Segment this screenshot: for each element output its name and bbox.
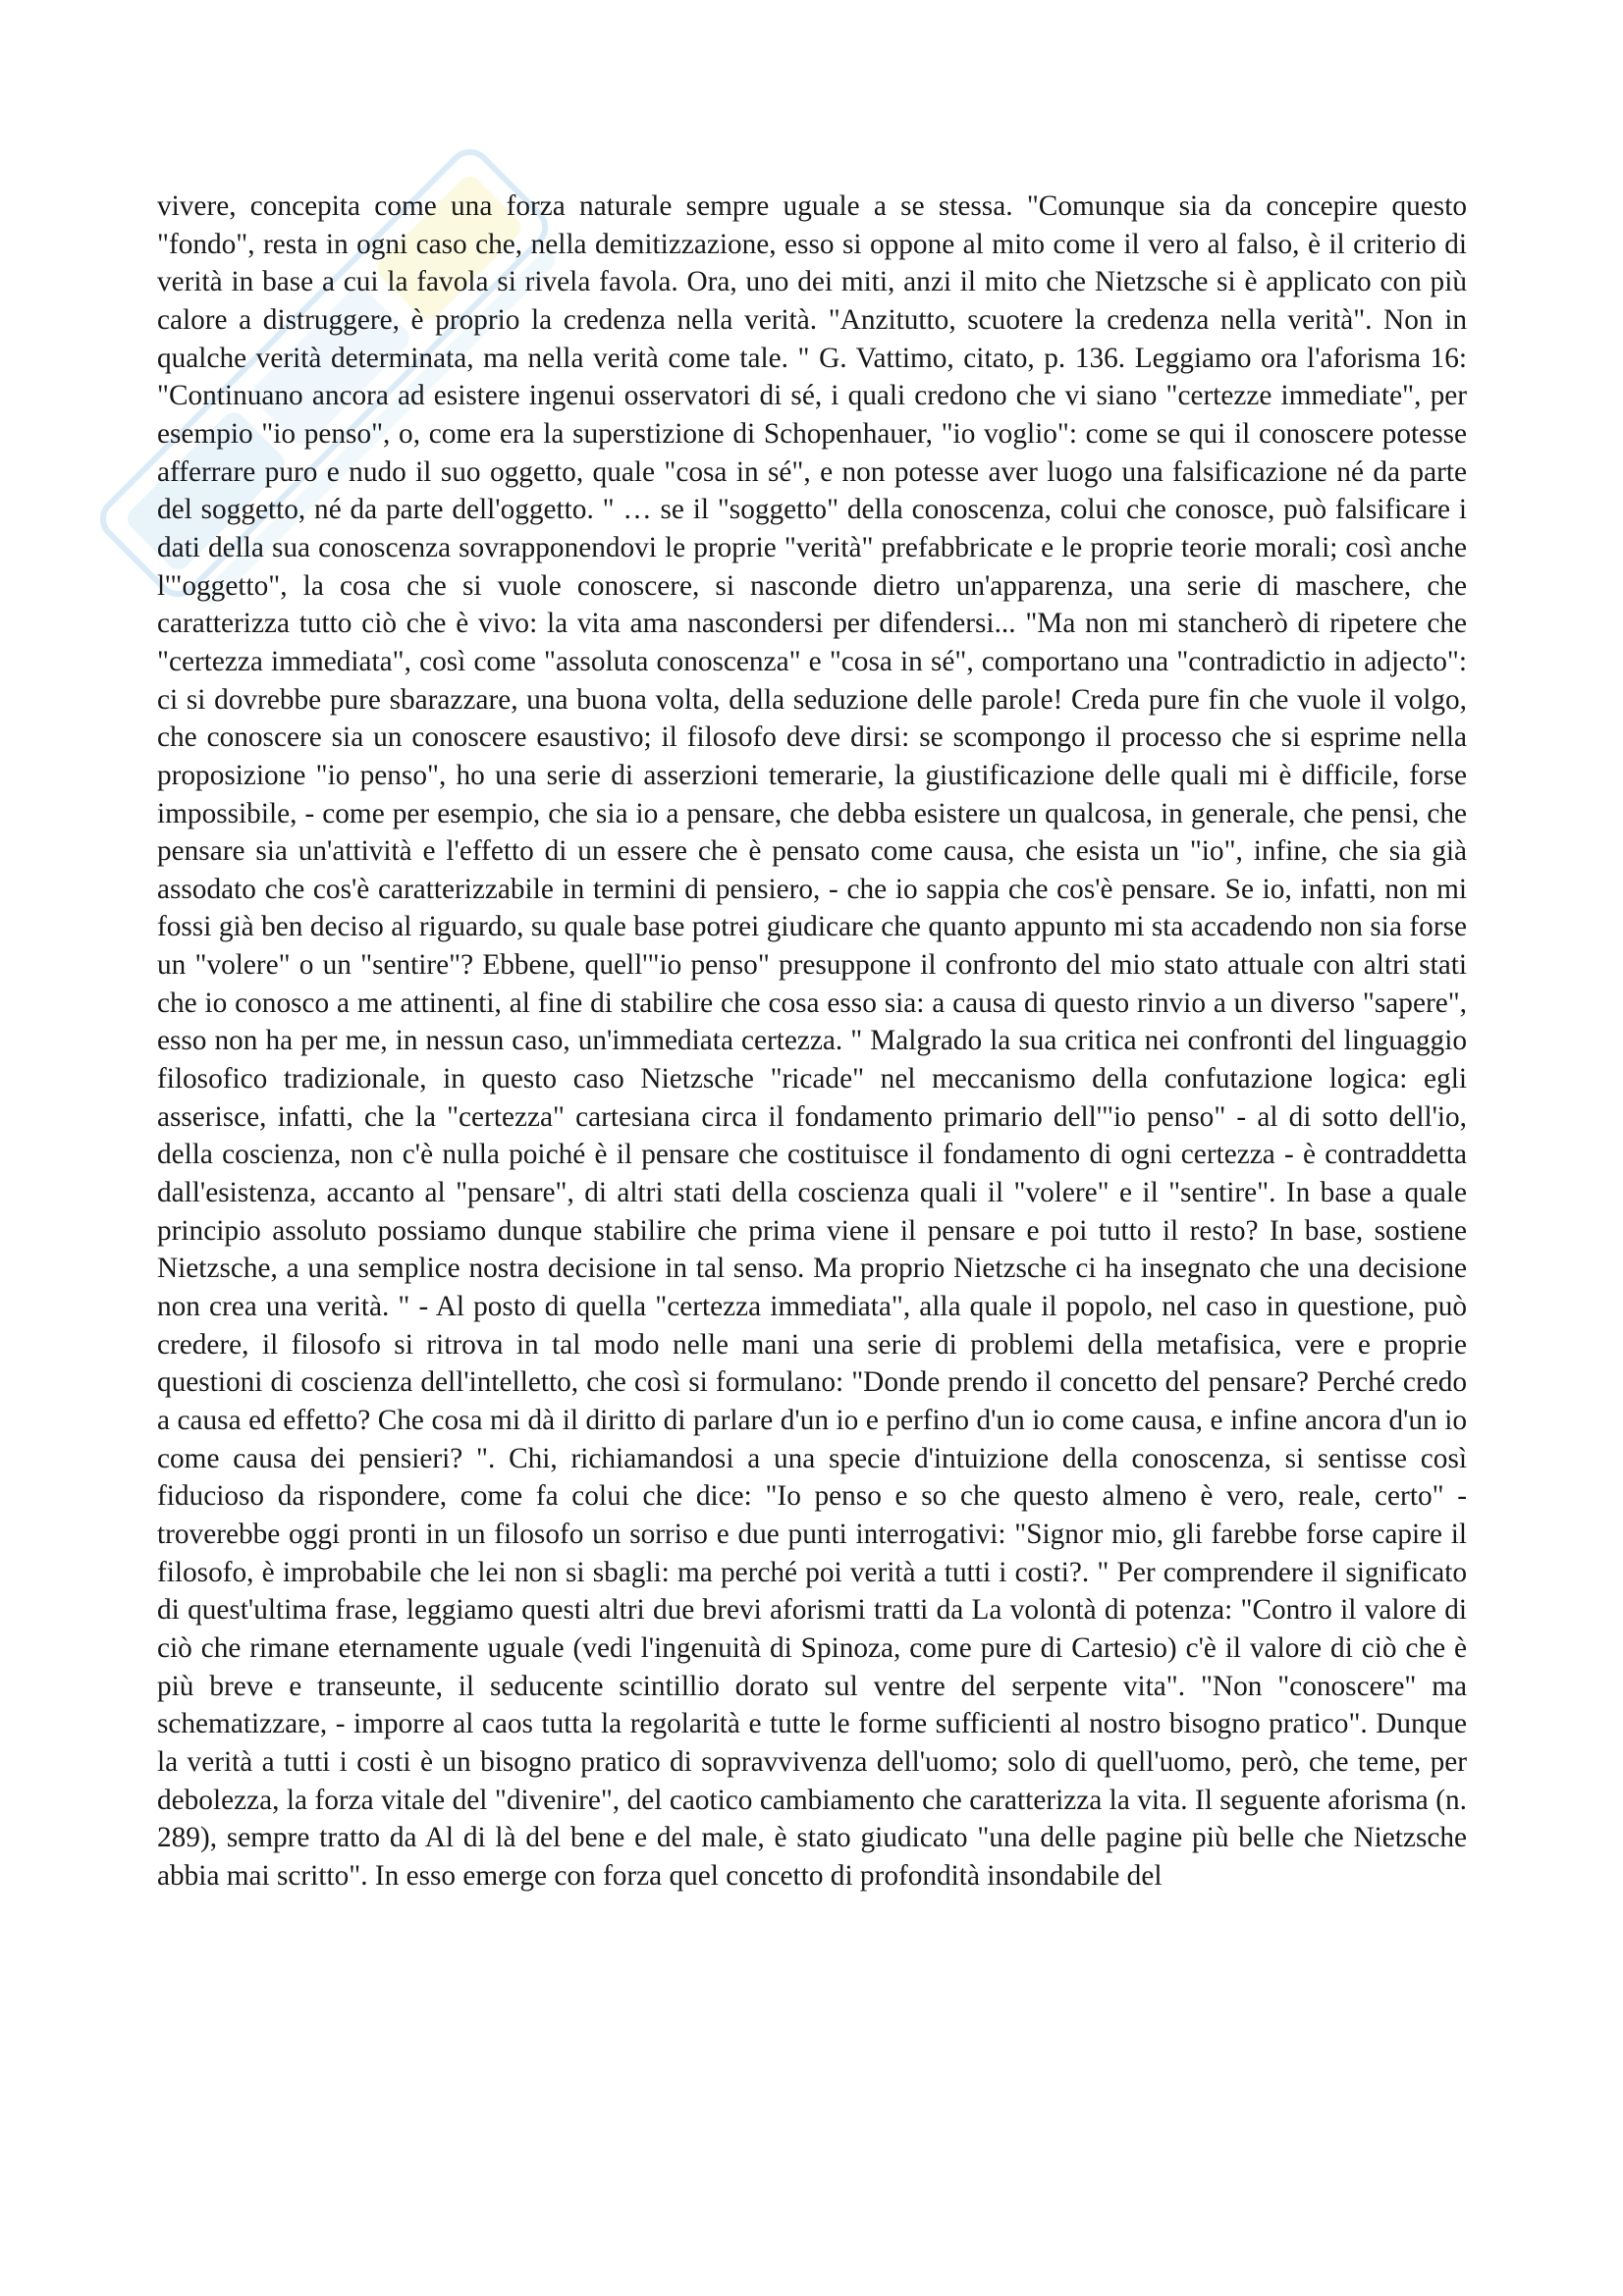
body-paragraph: vivere, concepita come una forza naturale sempre uguale a se stessa. "Comunque sia da concepire questo "fondo", resta in ogni caso che, nella demitizzazione, esso si oppone al mito come il vero al falso, è il criterio di verità in base a cui la favola si rivela favola. Ora, uno dei miti, anzi il mito che Nietzsche si è applicato con più calore a distruggere, è proprio la credenza nella verità. "Anzitutto, scuotere la credenza nella verità". Non in qualche verità determinata, ma nella verità come tale. " G. Vattimo, citato, p. 136. Leggiamo ora l'aforisma 16: "Continuano ancora ad esistere ingenui osservatori di sé, i quali credono che vi siano "certezze immediate", per esempio "io penso", o, come era la superstizione di Schopenhauer, "io voglio": come se qui il conoscere potesse afferrare puro e nudo il suo oggetto, quale "cosa in sé", e non potesse aver luogo una falsificazione né da parte del soggetto, né da parte dell'oggetto. " … se il "soggetto" della conoscenza, colui che conosce, può falsificare i dati della sua conoscenza sovrapponendovi le proprie "verità" prefabbricate e le proprie teorie morali; così anche l'"oggetto", la cosa che si vuole conoscere, si nasconde dietro un'apparenza, una serie di maschere, che caratterizza tutto ciò che è vivo: la vita ama nascondersi per difendersi... "Ma non mi stancherò di ripetere che "certezza immediata", così come "assoluta conoscenza" e "cosa in sé", comportano una "contradictio in adjecto": ci si dovrebbe pure sbarazzare, una buona volta, della seduzione delle parole! Creda pure fin che vuole il volgo, che conoscere sia un conoscere esaustivo; il filosofo deve dirsi: se scompongo il processo che si esprime nella proposizione "io penso", ho una serie di asserzioni temerarie, la giustificazione delle quali mi è difficile, forse impossibile, - come per esempio, che sia io a pensare, che debba esistere un qualcosa, in generale, che pensi, che pensare sia un'attività e l'effetto di un essere che è pensato come causa, che esista un "io", infine, che sia già assodato che cos'è caratterizzabile in termini di pensiero, - che io sappia che cos'è pensare. Se io, infatti, non mi fossi già ben deciso al riguardo, su quale base potrei giudicare che quanto appunto mi sta accadendo non sia forse un "volere" o un "sentire"? Ebbene, quell'"io penso" presuppone il confronto del mio stato attuale con altri stati che io conosco a me attinenti, al fine di stabilire che cosa esso sia: a causa di questo rinvio a un diverso "sapere", esso non ha per me, in nessun caso, un'immediata certezza. " Malgrado la sua critica nei confronti del linguaggio filosofico tradizionale, in questo caso Nietzsche "ricade" nel meccanismo della confutazione logica: egli asserisce, infatti, che la "certezza" cartesiana circa il fondamento primario dell'"io penso" - al di sotto dell'io, della coscienza, non c'è nulla poiché è il pensare che costituisce il fondamento di ogni certezza - è contraddetta dall'esistenza, accanto al "pensare", di altri stati della coscienza quali il "volere" e il "sentire". In base a quale principio assoluto possiamo dunque stabilire che prima viene il pensare e poi tutto il resto? In base, sostiene Nietzsche, a una semplice nostra decisione in tal senso. Ma proprio Nietzsche ci ha insegnato che una decisione non crea una verità. " - Al posto di quella "certezza immediata", alla quale il popolo, nel caso in questione, può credere, il filosofo si ritrova in tal modo nelle mani una serie di problemi della metafisica, vere e proprie questioni di coscienza dell'intelletto, che così si formulano: "Donde prendo il concetto del pensare? Perché credo a causa ed effetto? Che cosa mi dà il diritto di parlare d'un io e perfino d'un io come causa, e infine ancora d'un io come causa dei pensieri? ". Chi, richiamandosi a una specie d'intuizione della conoscenza, si sentisse così fiducioso da rispondere, come fa colui che dice: "Io penso e so che questo almeno è vero, reale, certo" -troverebbe oggi pronti in un filosofo un sorriso e due punti interrogativi: "Signor mio, gli farebbe forse capire il filosofo, è improbabile che lei non si sbagli: ma perché poi verità a tutti i costi?. " Per comprendere il significato di quest'ultima frase, leggiamo questi altri due brevi aforismi tratti da La volontà di potenza: "Contro il valore di ciò che rimane eternamente uguale (vedi l'ingenuità di Spinoza, come pure di Cartesio) c'è il valore di ciò che è più breve e transeunte, il seducente scintillio dorato sul ventre del serpente vita". "Non "conoscere" ma schematizzare, - imporre al caos tutta la regolarità e tutte le forme sufficienti al nostro bisogno pratico". Dunque la verità a tutti i costi è un bisogno pratico di sopravvivenza dell'uomo; solo di quell'uomo, però, che teme, per debolezza, la forza vitale del "divenire", del caotico cambiamento che caratterizza la vita. Il seguente aforisma (n. 289), sempre tratto da Al di là del bene e del male, è stato giudicato "una delle pagine più belle che Nietzsche abbia mai scritto". In esso emerge con forza quel concetto di profondità insondabile del	[157, 190, 1467, 1892]
